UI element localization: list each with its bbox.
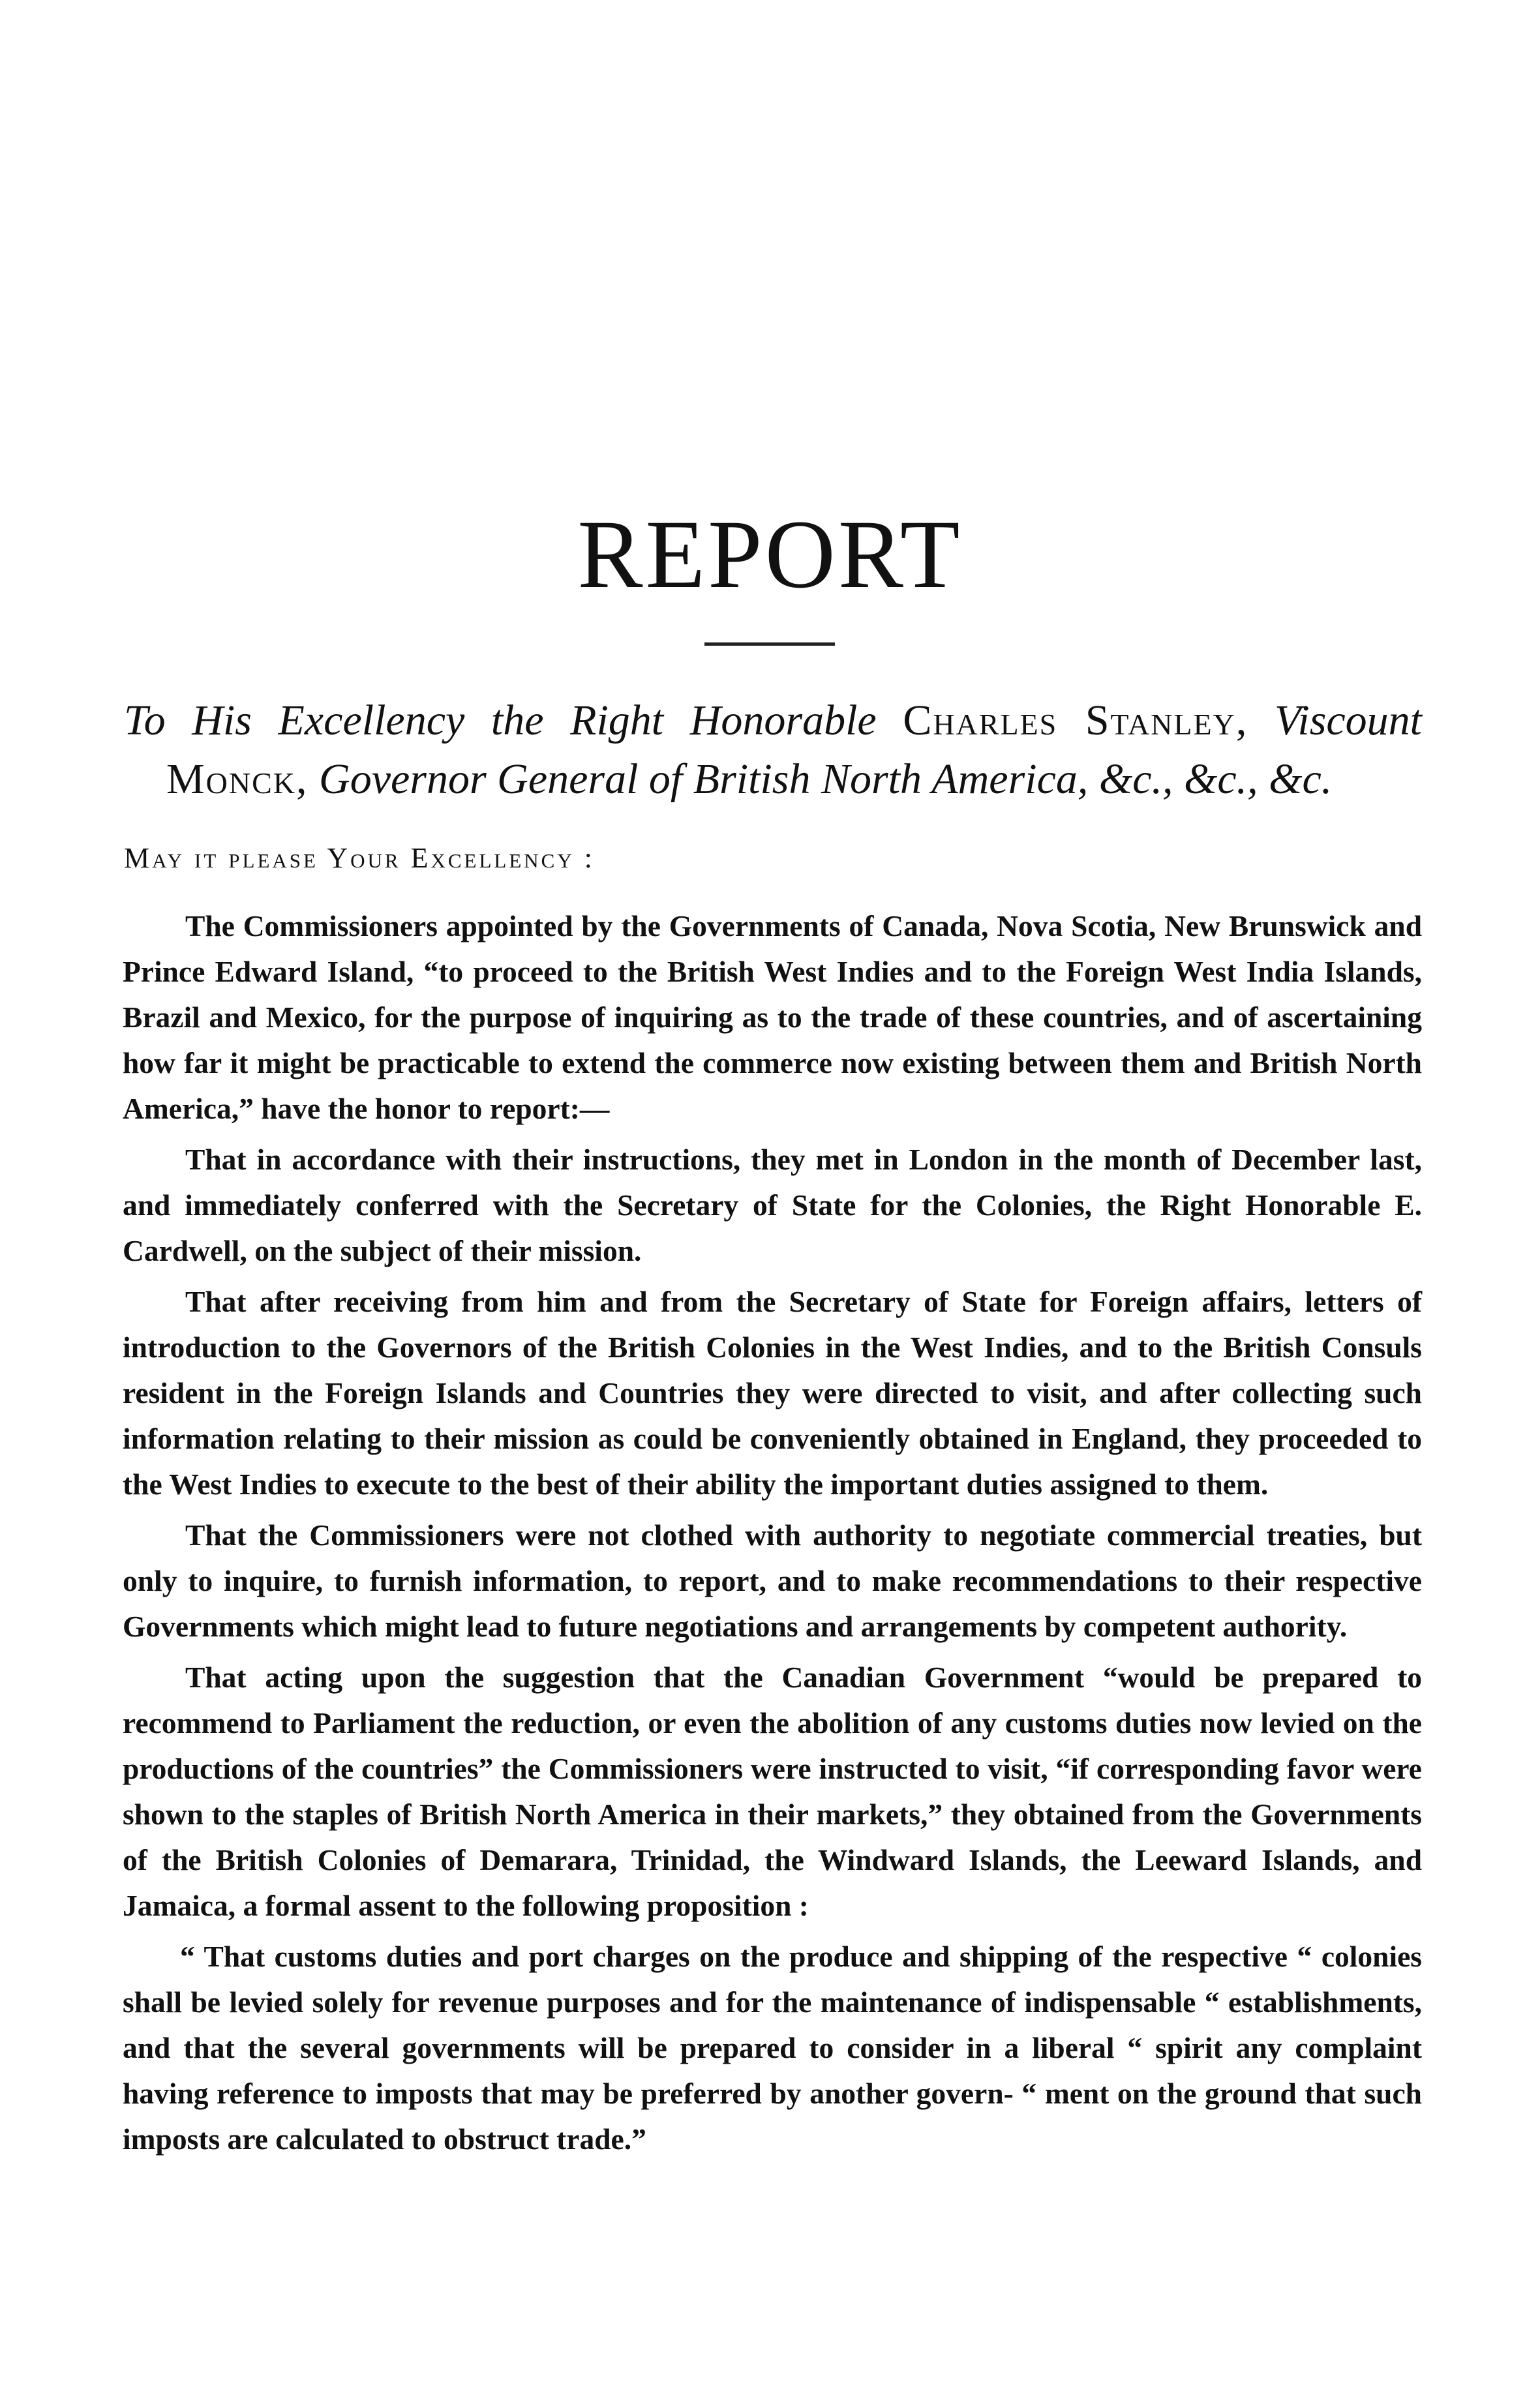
address-block [124, 691, 1422, 809]
address-name: Charles Stanley, [903, 697, 1248, 744]
paragraph: That in accordance with their instructions, they met in London in the month of December last, and immediately conferred with the Secretary of State for the Colonies, the Right Honorable E. Cardwell, on the subject of their mission. [123, 1143, 1422, 1267]
paragraph: That acting upon the suggestion that the Canadian Government “would be prepared to recommend to Parliament the reduction, or even the abolition of any customs duties now levied on the productions of the countries” the Commissioners were instructed to visit, “if corresponding favor were shown to the staples of British North America in their markets,” they obtained from the Governments of the British Colonies of Demarara, Trinidad, the Windward Islands, the Leeward Islands, and Jamaica, a formal assent to the following proposition : [123, 1661, 1422, 1922]
address-viscount: Viscount [1274, 697, 1423, 744]
address-office: Governor General of British North America, &c., &c., &c. [319, 755, 1333, 803]
report-body [123, 903, 1422, 2167]
address-to: To His Excellency the Right Honorable [124, 697, 877, 744]
address-monck: Monck, [166, 755, 309, 803]
paragraph: The Commissioners appointed by the Governments of Canada, Nova Scotia, New Brunswick and Prince Edward Island, “to proceed to the British West Indies and to the Foreign West India Islands, Brazil and Mexico, for the purpose of inquiring as to the trade of these countries, and of ascertaining how far it might be practicable to extend the commerce now existing between them and British North America,” have the honor to report:— [123, 909, 1422, 1125]
paragraph: That the Commissioners were not clothed with authority to negotiate commercial treaties, but only to inquire, to furnish information, to report, and to make recommendations to their respective Governments which might lead to future negotiations and arrangements by competent authority. [123, 1518, 1422, 1643]
salutation: May it please Your Excellency : [124, 842, 595, 874]
address-line-1 [124, 691, 1422, 750]
paragraph: That after receiving from him and from the Secretary of State for Foreign affairs, letters of introduction to the Governors of the British Colonies in the West Indies, and to the British Consuls resident in the Foreign Islands and Countries they were directed to visit, and after collecting such information relating to their mission as could be conveniently obtained in England, they proceeded to the West Indies to execute to the best of their ability the important duties assigned to them. [123, 1285, 1422, 1501]
title-divider [704, 642, 835, 646]
address-line-2 [124, 750, 1422, 809]
report-title: REPORT [577, 500, 963, 609]
quoted-proposition: “ That customs duties and port charges on the produce and shipping of the respective “ colonies shall be levied solely for revenue purposes and for the maintenance of indispensable “ establishments, and that the several governments will be prepared to consider in a liberal “ spirit any complaint having reference to imposts that may be preferred by another govern- “ ment on the ground that such imposts are calculated to obstruct trade.” [123, 1940, 1422, 2156]
